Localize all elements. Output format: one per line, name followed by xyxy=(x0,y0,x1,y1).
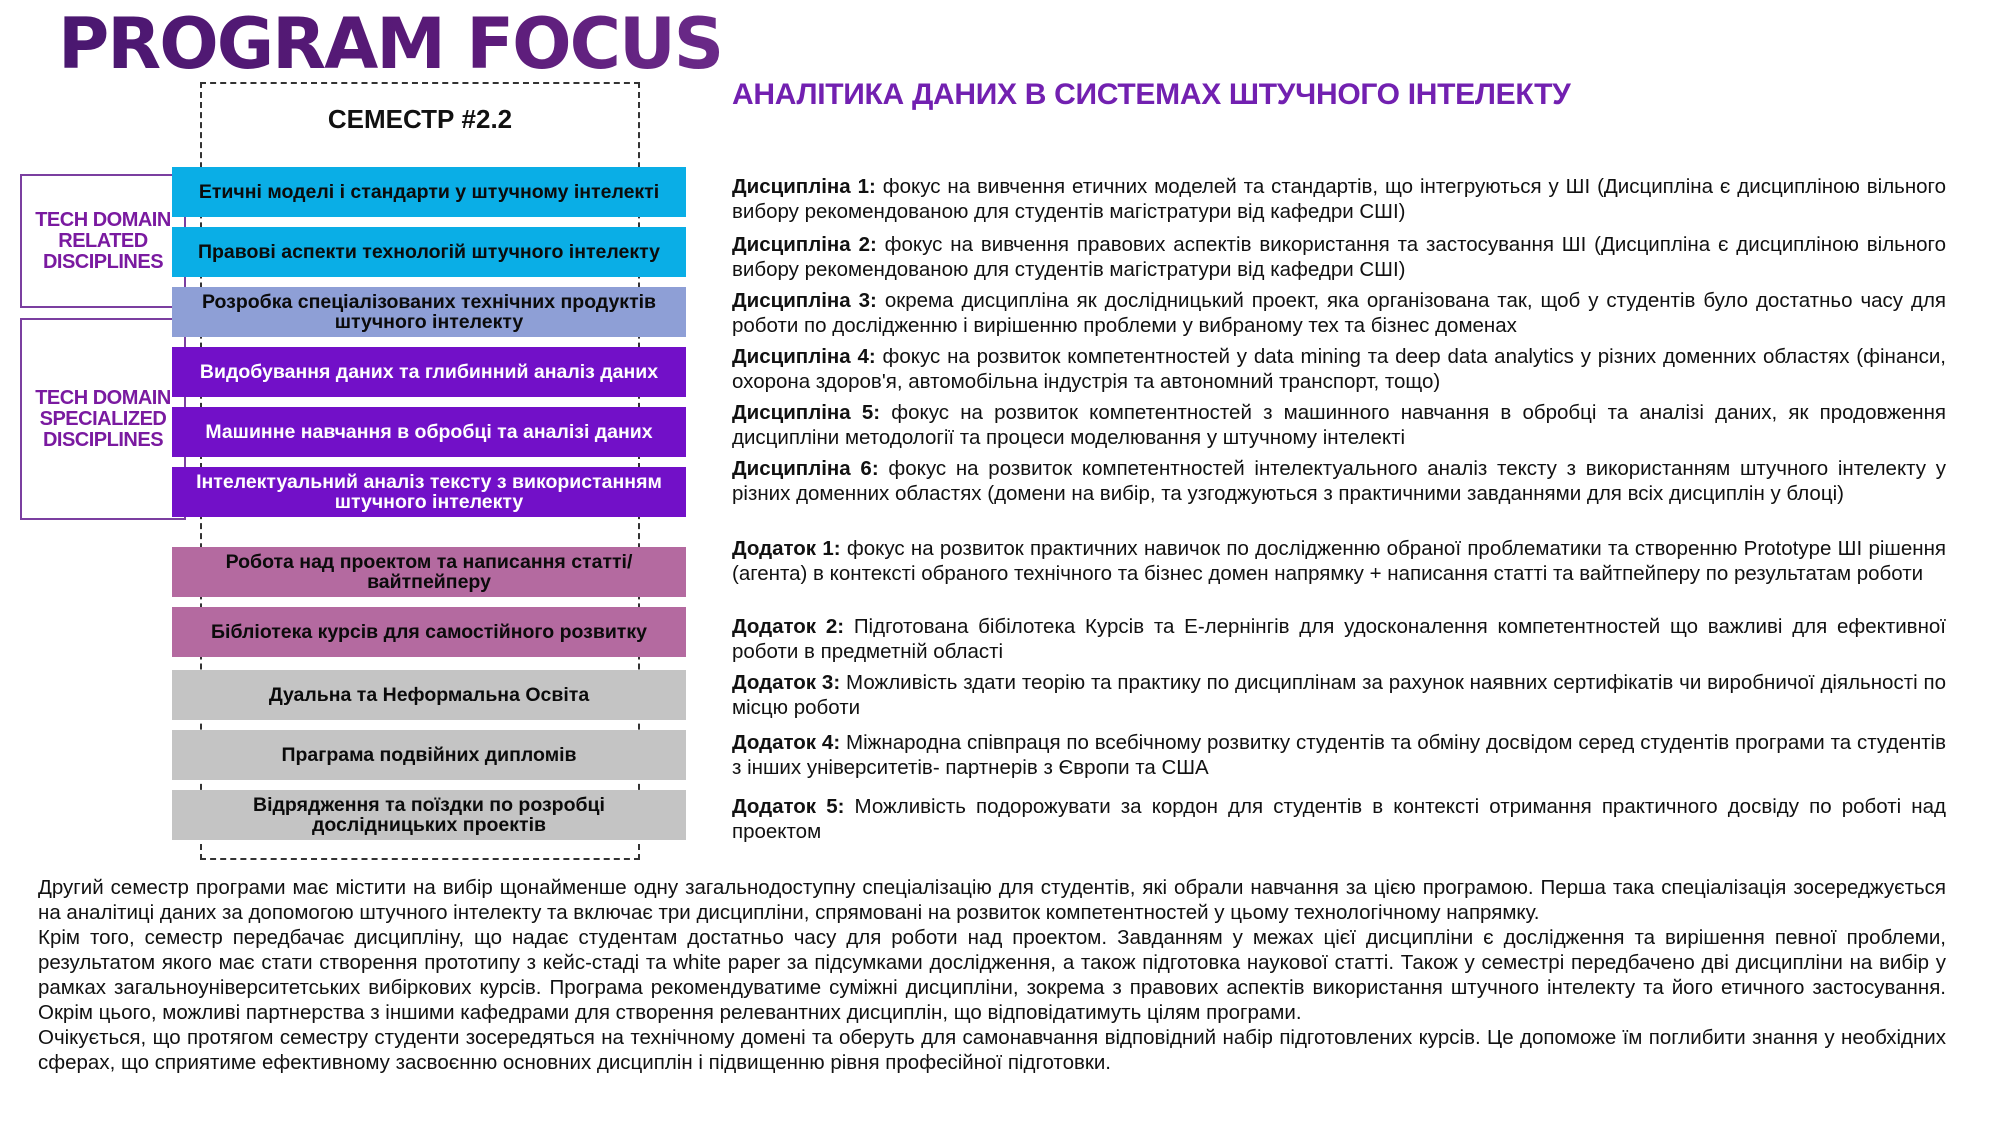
specialized-disciplines-group xyxy=(20,318,186,520)
discipline-bar-product-dev[interactable]: Розробка спеціалізованих технічних продуктів штучного інтелекту xyxy=(172,287,686,337)
summary-text xyxy=(38,875,1946,1075)
discipline-bar-double-degree[interactable]: Праграма подвійних дипломів xyxy=(172,730,686,780)
discipline-description xyxy=(732,232,1946,282)
section-title: АНАЛІТИКА ДАНИХ В СИСТЕМАХ ШТУЧНОГО ІНТЕЛЕКТУ xyxy=(732,78,1571,111)
description-text: фокус на розвиток компетентностей інтелектуального аналіз тексту з використанням штучного інтелекту у різних доменних областях (домени на вибір, та узгоджуються з практичними завданнями для всіх дисциплін у блоці) xyxy=(732,457,1946,505)
description-text: фокус на вивчення етичних моделей та стандартів, що інтегруються у ШІ (Дисципліна є дисципліною вільного вибору рекомендованою для студентів магістратури від кафедри СШІ) xyxy=(732,175,1946,223)
addon-description xyxy=(732,794,1946,844)
summary-paragraph: Крім того, семестр передбачає дисципліну, що надає студентам достатньо часу для роботи над проектом. Завданням у межах цієї дисципліни є дослідження та вирішення певної проблеми, результатом якого має стати створення прототипу з кейс-стаді та white paper за підсумками дослідження, а також підготовка наукової статті. Також у семестрі передбачено дві дисципліни на вибір у рамках загальноуніверситетських вибіркових курсів. Програма рекомендуватиме суміжні дисципліни, зокрема з правових аспектів використання штучного інтелекту та його етичного застосування. Окрім цього, можливі партнерства з іншими кафедрами для створення релевантних дисциплін, що відповідатимуть цілям програми. xyxy=(38,926,1946,1024)
discipline-bar-text-analysis[interactable]: Інтелектуальний аналіз тексту з використанням штучного інтелекту xyxy=(172,467,686,517)
discipline-description xyxy=(732,174,1946,224)
addon-description xyxy=(732,730,1946,780)
discipline-description xyxy=(732,344,1946,394)
summary-paragraph: Другий семестр програми має містити на вибір щонайменше одну загальнодоступну спеціалізацію для студентів, які обрали навчання за цією програмою. Перша така спеціалізація зосереджується на аналітиці даних за допомогою штучного інтелекту та включає три дисципліни, спрямовані на розвиток компетентностей у цьому технологічному напрямку. xyxy=(38,876,1946,924)
discipline-bar-travel[interactable]: Відрядження та поїздки по розробці дослідницьких проектів xyxy=(172,790,686,840)
group-line: DISCIPLINES xyxy=(42,428,164,451)
addon-description xyxy=(732,670,1946,720)
discipline-bar-ethics[interactable]: Етичні моделі і стандарти у штучному інтелекті xyxy=(172,167,686,217)
discipline-description xyxy=(732,400,1946,450)
description-text: Можливість здати теорію та практику по дисциплінам за рахунок наявних сертифікатів чи виробничої діяльності по місцю роботи xyxy=(732,671,1946,719)
description-text: фокус на вивчення правових аспектів використання та застосування ШІ (Дисципліна є дисципліною вільного вибору рекомендованою для студентів магістратури від кафедри СШІ) xyxy=(732,233,1946,281)
group-line: RELATED xyxy=(58,229,148,252)
description-label: Додаток 4: xyxy=(732,731,841,754)
discipline-description xyxy=(732,456,1946,506)
description-label: Дисципліна 4: xyxy=(732,345,876,368)
discipline-bar-course-library[interactable]: Бібліотека курсів для самостійного розвитку xyxy=(172,607,686,657)
discipline-bar-machine-learning[interactable]: Машинне навчання в обробці та аналізі даних xyxy=(172,407,686,457)
description-label: Дисципліна 6: xyxy=(732,457,879,480)
discipline-bar-project[interactable]: Робота над проектом та написання статті/вайтпейперу xyxy=(172,547,686,597)
description-text: Міжнародна співпраця по всебічному розвитку студентів та обміну досвідом серед студентів програми та студентів з інших університетів- партнерів з Європи та США xyxy=(732,731,1947,779)
semester-title: СЕМЕСТР #2.2 xyxy=(327,104,513,134)
discipline-bar-dual-education[interactable]: Дуальна та Неформальна Освіта xyxy=(172,670,686,720)
page-title: PROGRAM FOCUS xyxy=(58,3,723,85)
description-text: фокус на розвиток компетентностей з машинного навчання в обробці та аналізі даних, як продовження дисципліни методології та процеси моделювання у штучному інтелекті xyxy=(732,401,1946,449)
description-label: Дисципліна 3: xyxy=(732,289,877,312)
description-label: Дисципліна 1: xyxy=(732,175,876,198)
group-line: TECH DOMAIN xyxy=(35,208,171,231)
description-text: фокус на розвиток компетентностей у data mining та deep data analytics у різних доменних областях (фінанси, охорона здоров'я, автомобільна індустрія та автономний транспорт, тощо) xyxy=(732,345,1946,393)
description-label: Додаток 5: xyxy=(732,795,845,818)
group-line: TECH DOMAIN xyxy=(35,386,171,409)
discipline-bar-legal[interactable]: Правові аспекти технологій штучного інтелекту xyxy=(172,227,686,277)
summary-paragraph: Очікується, що протягом семестру студенти зосередяться на технічному домені та оберуть для самонавчання відповідний набір підготовлених курсів. Це допоможе їм поглибити знання у необхідних сферах, що сприятиме ефективному засвоєнню основних дисциплін і підвищенню рівня професійної підготовки. xyxy=(38,1026,1946,1074)
description-label: Додаток 1: xyxy=(732,537,841,560)
description-label: Дисципліна 5: xyxy=(732,401,881,424)
description-text: окрема дисципліна як дослідницький проект, яка організована так, щоб у студентів було достатньо часу для роботи по дослідженню і вирішенню проблеми у вибраному тех та бізнес доменах xyxy=(732,289,1947,337)
description-label: Додаток 3: xyxy=(732,671,841,694)
group-line: SPECIALIZED xyxy=(39,407,167,430)
related-disciplines-group xyxy=(20,174,186,308)
group-line: DISCIPLINES xyxy=(42,250,164,273)
description-text: Можливість подорожувати за кордон для студентів в контексті отримання практичного досвіду по роботі над проектом xyxy=(732,795,1946,843)
discipline-description xyxy=(732,288,1946,338)
description-label: Дисципліна 2: xyxy=(732,233,877,256)
description-text: Підготована бібілотека Курсів та Е-лернінгів для удосконалення компетентностей що важливі для ефективної роботи в предметній області xyxy=(732,615,1946,663)
discipline-bar-data-mining[interactable]: Видобування даних та глибинний аналіз даних xyxy=(172,347,686,397)
description-label: Додаток 2: xyxy=(732,615,845,638)
addon-description xyxy=(732,536,1946,586)
description-text: фокус на розвиток практичних навичок по дослідженню обраної проблематики та створенню Prototype ШІ рішення (агента) в контексті обраного технічного та бізнес домен напрямку + написання статті та вайтпейперу по результатам роботи xyxy=(732,537,1946,585)
addon-description xyxy=(732,614,1946,664)
